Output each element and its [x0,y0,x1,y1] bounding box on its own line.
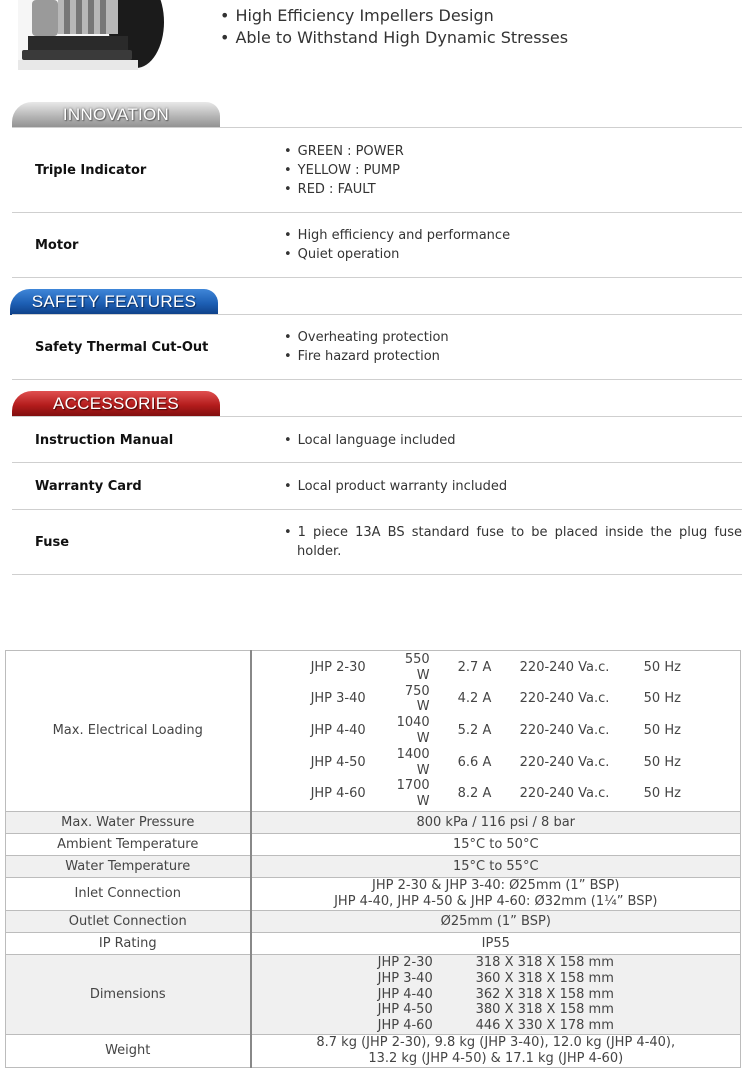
divider [12,314,742,315]
list-item: • GREEN : POWER [284,142,404,161]
pump-product-image [18,0,150,70]
innovation-heading: INNOVATION [62,105,170,124]
triple-indicator-label: Triple Indicator [35,163,147,178]
table-row [6,910,741,932]
thermal-cutout-label: Safety Thermal Cut-Out [35,340,209,355]
voltage-cell: 220-240 Va.c. [519,786,610,802]
table-row [311,747,681,779]
spec-label: IP Rating [6,932,251,954]
model-cell: JHP 3-40 [310,691,366,707]
accessories-heading: ACCESSORIES [52,394,180,413]
weight-cell [251,1034,741,1067]
list-item: • Fire hazard protection [284,347,449,366]
table-row [6,932,741,954]
thermal-cutout-list [284,328,449,366]
table-row [378,987,614,1003]
power-cell: 750 W [404,683,430,715]
innovation-banner [12,102,220,128]
pump-illustration [18,0,150,70]
electrical-loading-cell [251,651,741,812]
model-cell: JHP 4-50 [310,754,366,770]
divider [12,462,742,463]
top-feature-list [220,5,568,49]
spec-label: Ambient Temperature [6,833,251,855]
divider [12,416,742,417]
table-row [6,877,741,910]
spec-value-line: JHP 2-30 & JHP 3-40: Ø25mm (1” BSP) [372,878,620,894]
model-cell: JHP 4-60 [310,786,366,802]
list-item: • Local product warranty included [284,477,507,496]
table-row [311,652,681,684]
table-row [311,715,681,747]
list-item: • Overheating protection [284,328,449,347]
dimension-cell: 360 X 318 X 158 mm [475,970,614,986]
top-bullet: • Able to Withstand High Dynamic Stresses [220,27,568,49]
voltage-cell: 220-240 Va.c. [519,723,610,739]
dimension-cell: 362 X 318 X 158 mm [475,986,614,1002]
frequency-cell: 50 Hz [643,786,681,802]
list-item: • 1 piece 13A BS standard fuse to be placed inside the plug fuse holder. [284,523,742,561]
power-cell: 1400 W [396,746,430,778]
divider [12,509,742,510]
spec-label: Dimensions [6,954,251,1034]
power-cell: 1040 W [396,715,430,746]
table-row [378,971,614,987]
model-cell: JHP 4-50 [378,1002,476,1018]
spec-label: Max. Electrical Loading [6,651,251,812]
inlet-connection-cell [251,877,741,910]
current-cell: 4.2 A [457,691,492,707]
spec-value: 15°C to 55°C [251,855,741,877]
current-cell: 6.6 A [457,754,492,770]
fuse-list [284,523,742,561]
model-cell: JHP 4-40 [310,723,366,739]
list-item: • RED : FAULT [284,180,404,199]
spec-value: IP55 [251,932,741,954]
warranty-card-label: Warranty Card [35,479,142,494]
table-row [378,955,614,971]
table-row [378,1002,614,1018]
safety-features-banner [10,289,218,315]
voltage-cell: 220-240 Va.c. [519,691,610,707]
frequency-cell: 50 Hz [643,691,681,707]
power-cell: 550 W [404,652,430,683]
power-cell: 1700 W [396,778,430,810]
frequency-cell: 50 Hz [643,659,681,675]
current-cell: 2.7 A [457,659,492,675]
model-cell: JHP 4-60 [378,1018,476,1034]
list-item: • YELLOW : PUMP [284,161,404,180]
specifications-table [5,650,741,1068]
table-row [311,778,681,810]
electrical-loading-table [311,652,681,810]
divider [12,127,742,128]
triple-indicator-list [284,142,404,199]
frequency-cell: 50 Hz [643,723,681,739]
voltage-cell: 220-240 Va.c. [519,659,610,675]
instruction-manual-label: Instruction Manual [35,433,174,448]
instruction-manual-list [284,431,456,450]
list-item: • High efficiency and performance [284,226,510,245]
model-cell: JHP 4-40 [378,987,476,1003]
table-row [6,855,741,877]
model-cell: JHP 3-40 [378,971,476,987]
spec-label: Water Temperature [6,855,251,877]
divider [12,574,742,575]
divider [12,277,742,278]
top-bullet: • High Efficiency Impellers Design [220,5,568,27]
table-row [6,651,741,812]
table-row [6,954,741,1034]
warranty-card-list [284,477,507,496]
frequency-cell: 50 Hz [643,754,681,770]
current-cell: 8.2 A [457,786,492,802]
spec-label: Max. Water Pressure [6,811,251,833]
dimension-cell: 446 X 330 X 178 mm [475,1018,614,1034]
dimension-cell: 318 X 318 X 158 mm [475,954,614,970]
spec-label: Outlet Connection [6,910,251,932]
spec-value-line: JHP 4-40, JHP 4-50 & JHP 4-60: Ø32mm (1¼” BSP) [334,893,658,909]
dimensions-table [378,955,614,1034]
table-row [6,1034,741,1067]
list-item: • Local language included [284,431,456,450]
spec-value: 800 kPa / 116 psi / 8 bar [251,811,741,833]
fuse-label: Fuse [35,535,70,550]
voltage-cell: 220-240 Va.c. [519,754,610,770]
model-cell: JHP 2-30 [310,659,366,675]
divider [12,379,742,380]
table-row [6,811,741,833]
accessories-banner [12,391,220,417]
current-cell: 5.2 A [457,723,492,739]
dimension-cell: 380 X 318 X 158 mm [475,1002,614,1018]
table-row [6,833,741,855]
spec-value-line: 13.2 kg (JHP 4-50) & 17.1 kg (JHP 4-60) [368,1050,624,1066]
spec-label: Weight [6,1034,251,1067]
divider [12,212,742,213]
table-row [378,1018,614,1034]
motor-list [284,226,510,264]
safety-features-heading: SAFETY FEATURES [31,292,197,311]
spec-value-line: 8.7 kg (JHP 2-30), 9.8 kg (JHP 3-40), 12.0 kg (JHP 4-40), [316,1035,676,1051]
model-cell: JHP 2-30 [378,955,476,971]
motor-label: Motor [35,238,79,253]
table-row [311,684,681,716]
dimensions-cell [251,954,741,1034]
spec-label: Inlet Connection [6,877,251,910]
spec-value: Ø25mm (1” BSP) [251,910,741,932]
spec-value: 15°C to 50°C [251,833,741,855]
list-item: • Quiet operation [284,245,510,264]
